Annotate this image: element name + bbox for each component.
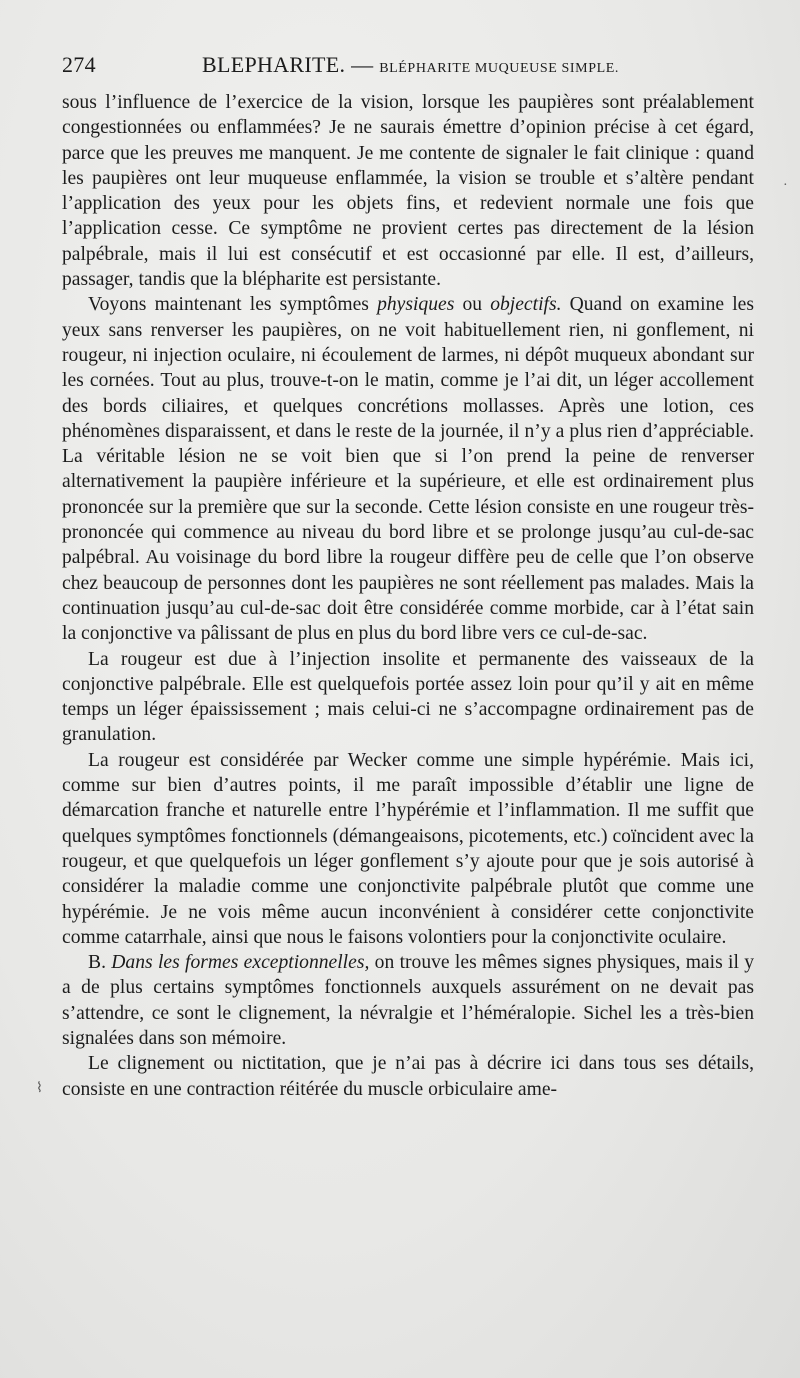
italic-text: Dans les formes exceptionnelles, xyxy=(111,952,370,974)
title-dash: — xyxy=(351,52,374,77)
margin-speck: · xyxy=(783,178,788,193)
running-title xyxy=(202,52,619,78)
running-header xyxy=(62,52,762,82)
text-run: sous l’influence de l’exercice de la vision, lorsque les paupières sont préalablement congestionnées ou enflammées? Je ne saurais émettre d’opinion précise à cet égard, parce que les preuves me manquent. Je me contente de signaler le fait clinique : quand les paupières ont leur muqueuse enflammée, la vision se trouble et s’altère pendant l’application des yeux pour les objets fins, et redevient normale une fois que l’application cesse. Ce symptôme ne provient certes pas directement de la lésion palpébrale, mais il lui est consécutif et est occasionné par elle. Il est, d’ailleurs, passager, tandis que la blépharite est persistante. xyxy=(62,92,754,291)
paragraph xyxy=(62,950,754,1051)
paragraph xyxy=(62,748,754,950)
text-run: ou xyxy=(454,294,491,316)
paragraph xyxy=(62,292,754,646)
text-run: on trouve les mêmes signes physiques, mais il y a de plus certains symptômes fonctionnels auxquels assurément on ne devait pas s’attendre, ce sont le clignement, la névralgie et l’héméralopie. Sichel les a très-bien signalées dans son mémoire. xyxy=(62,952,754,1049)
text-run: Voyons maintenant les symptômes xyxy=(88,294,378,316)
page-number: 274 xyxy=(62,52,96,77)
chapter-title: BLEPHARITE. xyxy=(202,52,346,77)
italic-text: physiques xyxy=(377,294,455,316)
italic-text: objectifs. xyxy=(490,294,562,316)
text-run: La rougeur est considérée par Wecker comme une simple hypérémie. Mais ici, comme sur bien d’autres points, il me paraît impossible d’établir une ligne de démarcation franche et naturelle entre l’hypérémie et l’inflammation. Il me suffit que quelques symptômes fonctionnels (démangeaisons, picotements, etc.) coïncident avec la rougeur, et que quelquefois un léger gonflement s’y ajoute pour que je sois autorisé à considérer la maladie comme une conjonctivite palpébrale plutôt que comme une hypérémie. Je ne vois même aucun inconvénient à considérer cette conjonctivite comme catarrhale, ainsi que nous le faisons volontiers pour la conjonctivite oculaire. xyxy=(62,749,754,948)
margin-pencil-mark: ⌇ xyxy=(36,1081,43,1096)
paragraph xyxy=(62,1051,754,1102)
section-title: BLÉPHARITE MUQUEUSE SIMPLE. xyxy=(379,61,620,76)
text-run: Le clignement ou nictitation, que je n’ai pas à décrire ici dans tous ses détails, consiste en une contraction réitérée du muscle orbiculaire ame- xyxy=(62,1053,754,1100)
text-run: B. xyxy=(88,952,112,974)
body-text xyxy=(62,90,754,1102)
paragraph xyxy=(62,90,754,292)
text-run: Quand on examine les yeux sans renverser les paupières, on ne voit habituellement rien, ni gonflement, ni rougeur, ni injection oculaire, ni écoulement de larmes, ni dépôt muqueux abondant sur les cornées. Tout au plus, trouve-t-on le matin, comme je l’ai dit, un léger accollement des bords ciliaires, et quelques concrétions mollasses. Après une lotion, ces phénomènes disparaissent, et dans le reste de la journée, il n’y a plus rien d’appréciable. La véritable lésion ne se voit bien que si l’on prend la peine de renverser alternativement la paupière inférieure et la supérieure, et elle est ordinairement plus prononcée sur la première que sur la seconde. Cette lésion consiste en une rougeur très-prononcée qui commence au niveau du bord libre et se prolonge jusqu’au cul-de-sac palpébral. Au voisinage du bord libre la rougeur diffère peu de celle que l’on observe chez beaucoup de personnes dont les paupières ne sont réellement pas malades. Mais la continuation jusqu’au cul-de-sac doit être considérée comme morbide, car à l’état sain la conjonctive va pâlissant de plus en plus du bord libre vers ce cul-de-sac. xyxy=(62,294,754,645)
paragraph xyxy=(62,647,754,748)
text-run: La rougeur est due à l’injection insolite et permanente des vaisseaux de la conjonctive palpébrale. Elle est quelquefois portée assez loin pour qu’il y ait en même temps un léger épaississement ; mais celui-ci ne s’accompagne ordinairement pas de granulation. xyxy=(62,648,754,746)
